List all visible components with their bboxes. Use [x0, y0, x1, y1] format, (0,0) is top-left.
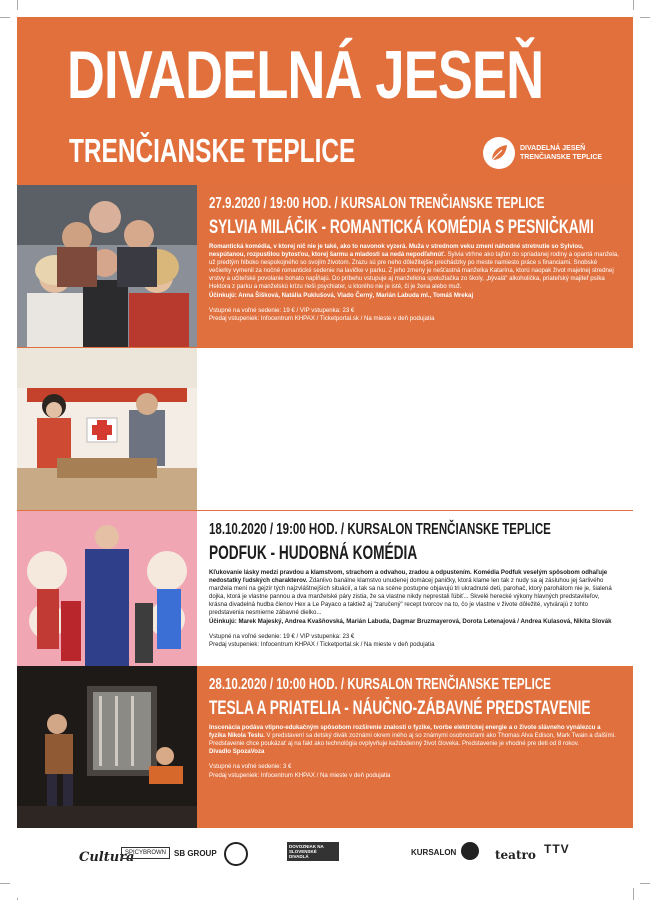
crop-mark	[0, 883, 10, 884]
event-intro: Romantická komédia, v ktorej nič nie je také, ako to navonok vyzerá. Muža v strednom veku zmení náhodné stretnutie so Sylviou, nespútanou, rozpustilou bytosťou, ktorej šarmu a mladosti sa nedá nepodľahnúť.	[209, 243, 584, 259]
crop-mark	[17, 0, 18, 10]
event-pricing	[209, 470, 619, 487]
poster-header	[17, 17, 633, 185]
event-body: Sylvia vtrhne ako tajfún do spriadanej rodiny a opantá manžela, už predtým hlboko nespokojného so svojím životom. Zrazu sú pre neho dôležitejšie prechádzky po meste namiesto práce s financiami. Snobské večierky vymenil za nočné romantické sedenie na lavičke v parku. Z jeho zmeny je nešťastná manželka Katarína, ktorú naopak život majetnej strednej vrstvy a učiteľské povolanie bohato napĺňajú. Do príbehu vstupuje aj manželkina spolužiačka zo školy, „bývalá“ alkoholička, priateľský majiteľ psíka Hektora z parku a manželskú krízu rieši psychiater, u ktorého nie je isté, či je žena alebo muž.	[209, 251, 619, 291]
sponsor-leaf-icon	[461, 842, 479, 860]
event-content	[209, 358, 619, 487]
event-title: TESLA A PRIATELIA - NÁUČNO-ZÁBAVNÉ PREDSTAVENIE	[209, 698, 591, 719]
event-pricing	[209, 763, 619, 780]
event-cast: Divadlo SpozaVoza	[209, 748, 265, 756]
crop-mark	[640, 883, 650, 884]
event-description	[209, 406, 619, 463]
sponsor-spicybrown-label: SPICYBROWN	[125, 850, 167, 856]
event-photo	[17, 511, 197, 673]
event-tickets: Predaj vstupeniek: Infocentrum KHPAX / Na mieste v deň podujatia	[209, 478, 391, 486]
event-price: Vstupné na voľné sedenie: 3€	[209, 469, 290, 477]
event-tickets: Predaj vstupeniek: Infocentrum KHPAX / Ticketportal.sk / Na mieste v deň podujatia	[209, 641, 435, 649]
event-pricing	[209, 307, 619, 324]
event-photo	[17, 666, 197, 828]
sponsor-dozp: DOVOZNIAK NA SLOVENSKÉ DIVADLÁ	[287, 842, 339, 861]
event-description	[209, 724, 619, 756]
poster-subtitle: TRENČIANSKE TEPLICE	[69, 132, 356, 169]
event-photo	[17, 348, 197, 510]
event-price: Vstupné na voľné sedenie: 19 € / VIP vstupenka: 23 €	[209, 632, 355, 640]
event-title: SYLVIA MILÁČIK - ROMANTICKÁ KOMÉDIA S PESNIČKAMI	[209, 217, 594, 238]
event-card	[17, 666, 633, 828]
event-card	[17, 185, 633, 347]
event-content	[209, 195, 619, 324]
event-intro: Inscenácia podáva vtipno-edukačným spôsobom rozšírenie znalostí o fyzike, tvorbe elektrickej energie a o živote slávneho vynálezcu a fyzika Nikola Teslu.	[209, 724, 601, 740]
event-body: Toto rozhodne nie je psíček a mačička, ako ich poznáte! Naša mačka Micka sa práve stala doktorkou a čaká ju prvý deň vo svojej ordinácii. Kamarát psík Bodrík jej ochotne pomáha „ako sanitka“ pri prvých pacientoch. Spoločne (aj s deťmi) naprieľad pomôžu moriakovi, pánovi krtkovi, strateného prasiatku. Františkovi a doktorka Micka si nakoniec poradí aj s bolavým zúbkom psíka Bodríka. Zábavno-poučná rozprávka je vhodná pre deti od troch rokov.	[209, 422, 612, 454]
sponsor-kursalon: KURSALON	[411, 848, 457, 857]
event-price: Vstupné na voľné sedenie: 19 € / VIP vstupenka: 23 €	[209, 306, 355, 314]
event-intro: Kľukovanie lásky medzi pravdou a klamstvom, strachom a odvahou, zradou a odpustením. Komédia Podfuk veselým spôsobom odhaľuje nedostatky ľudských charakterov.	[209, 569, 608, 585]
event-cast: Účinkujú: Anna Šišková, Natália Puklušová, Vlado Černý, Marián Labuda ml., Tomáš Mrekaj	[209, 291, 474, 299]
event-body: V predstavení sa detský divák zoznámi okrem iného aj so známymi osobnosťami ako Thomas Alva Edison, Mark Twain a ďalšími. Predstavenie chce poukázať aj na fakt ako technológia ovplyvňuje každodenný život človeka. Predstavenie je vhodné pre deti od 8 rokov.	[209, 732, 616, 748]
event-card	[17, 348, 633, 510]
event-body: Zdanlivo banálne klamstvo unudenej domácej paničky, ktorá klame len tak z nudy sa aj zásluhou jej šarlivého manžela mení na gejzír tých najzvláštnejších situácií, a tak sa na scéne postupne objavujú tri ukradnuté deti, parohač, ktorý parohátom nie je, šialená dojka, ktorá je vlastne pannou a dva manželské páry zistia, že sa vlastne nikdy neprestali ľúbiť... Skvelé herecké výkony hlavných predstaviteľov, krásna divadelná hudba členov Hex a Le Payaco a taktiež aj "zaručený" recept tvorcov na to, čo je vlastne v živote dôležité, vytvárajú z tohto predstavenia nesmierne zábavné dielko...	[209, 577, 612, 617]
sponsor-spicybrown	[121, 847, 170, 859]
event-price: Vstupné na voľné sedenie: 3 €	[209, 763, 292, 771]
poster-title: DIVADELNÁ JESEŇ	[67, 37, 544, 113]
event-cast: Účinkujú: Marek Majeský, Andrea Kvašňovská, Marián Labuda, Dagmar Bruzmayerová, Dorota Letenajová / Andrea Kulasová, Nikita Slovák	[209, 617, 612, 625]
crop-mark	[0, 17, 10, 18]
event-content	[209, 676, 619, 781]
crop-mark	[633, 888, 634, 900]
event-date: 18.10.2020 / 19:00 HOD. / KURSALON TRENČIANSKE TEPLICE	[209, 521, 551, 538]
event-tickets: Predaj vstupeniek: Infocentrum KHPAX / Ticketportal.sk / Na mieste v deň podujatia	[209, 315, 435, 323]
event-tickets: Predaj vstupeniek: Infocentrum KHPAX / Na mieste v deň podujatia	[209, 771, 391, 779]
sponsor-teatro: teatro	[495, 848, 536, 862]
sponsor-circle-icon	[224, 842, 248, 866]
sponsors-bar	[17, 828, 633, 898]
sponsor-culture: Cultura	[79, 850, 135, 865]
event-title: O PSÍKOVI A MAČIČKE – ZÁBAVNO-POUČNÁ ROZPRÁVKA	[209, 380, 596, 401]
sponsor-sb-group: SB GROUP	[174, 849, 217, 858]
poster	[17, 17, 633, 865]
event-description	[209, 569, 619, 626]
leaf-logo-icon	[483, 137, 515, 169]
event-cast: Divadlo Kapor na scéne	[209, 454, 274, 462]
logo-line-2: TRENČIANSKE TEPLICE	[520, 154, 603, 161]
event-title: PODFUK - HUDOBNÁ KOMÉDIA	[209, 543, 418, 564]
event-date: 27.9.2020 / 19:00 HOD. / KURSALON TRENČIANSKE TEPLICE	[209, 195, 545, 212]
event-date: 28.10.2020 / 10:00 HOD. / KURSALON TRENČIANSKE TEPLICE	[209, 676, 551, 693]
event-card	[17, 511, 633, 673]
event-content	[209, 521, 619, 650]
event-description	[209, 243, 619, 300]
event-pricing	[209, 633, 619, 650]
event-date: 5.10.2020 / 10:00 HOD. / KURSALON TRENČIANSKE TEPLICE	[209, 358, 545, 375]
event-intro: Mačka Micka lieči svojich prvých pacientov a pomoc bude potrebovať aj od vás – prítomných detičiek. Spoločne pomôžu moriakovi s raneným krídelkom a naučia ho chodiť cez cestu, poriadia pánovi krtkovi pri výbere okuliarov a dúfajme, že presvedčia prasiatko, aby sa konečne okúpalo!	[209, 406, 605, 430]
event-photo	[17, 185, 197, 347]
sponsor-ttv: TTV	[544, 842, 570, 856]
crop-mark	[640, 17, 650, 18]
crop-mark	[633, 0, 634, 10]
logo-text	[520, 144, 602, 162]
logo-line-1: DIVADELNÁ JESEŇ	[520, 145, 586, 152]
festival-logo	[483, 137, 613, 177]
